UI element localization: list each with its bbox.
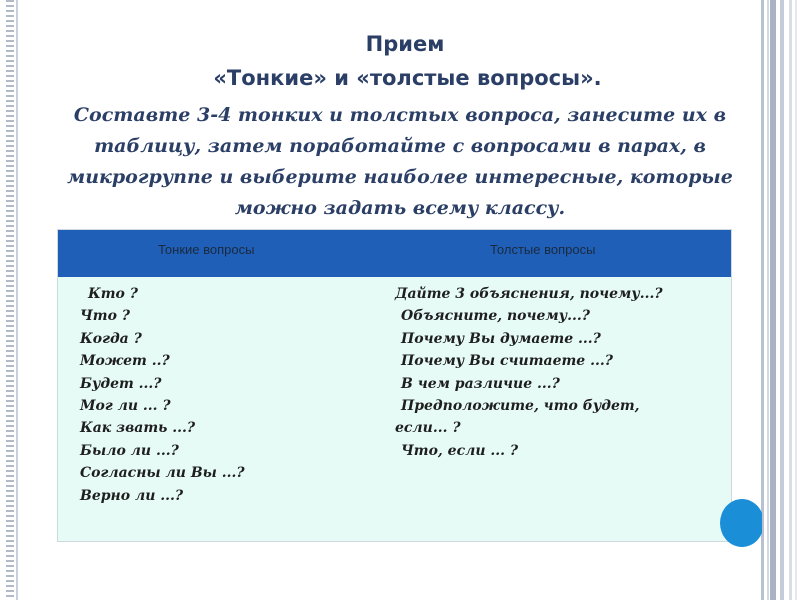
list-item: Как звать ...? bbox=[80, 420, 196, 437]
list-item: Что, если ... ? bbox=[401, 442, 519, 459]
list-item: Было ли ...? bbox=[80, 442, 179, 459]
slide-subtitle: «Тонкие» и «толстые вопросы». bbox=[213, 66, 602, 90]
list-item: Дайте 3 объяснения, почему...? bbox=[395, 286, 663, 302]
list-item: Будет ...? bbox=[80, 375, 162, 392]
thin-questions-list bbox=[80, 283, 245, 507]
list-item: если... ? bbox=[395, 420, 461, 437]
table-body bbox=[58, 277, 731, 541]
list-item: Верно ли ...? bbox=[80, 487, 184, 504]
questions-table bbox=[57, 229, 732, 542]
thin-questions-header: Тонкие вопросы bbox=[158, 242, 255, 257]
slide-title: Прием bbox=[365, 32, 445, 56]
thick-questions-header: Толстые вопросы bbox=[490, 242, 596, 257]
thick-questions-list bbox=[395, 283, 663, 462]
list-item: Предположите, что будет, bbox=[401, 397, 640, 414]
decorative-circle-icon bbox=[720, 499, 762, 547]
list-item: Кто ? bbox=[88, 286, 138, 302]
list-item: Может ..? bbox=[80, 353, 170, 370]
list-item: В чем различие ...? bbox=[401, 375, 560, 392]
list-item: Мог ли ... ? bbox=[80, 397, 171, 414]
list-item: Что ? bbox=[80, 308, 131, 325]
list-item: Почему Вы думаете ...? bbox=[401, 330, 601, 347]
table-header bbox=[58, 230, 731, 277]
list-item: Когда ? bbox=[80, 330, 142, 347]
list-item: Согласны ли Вы ...? bbox=[80, 465, 245, 482]
list-item: Объясните, почему...? bbox=[401, 308, 590, 325]
list-item: Почему Вы считаете ...? bbox=[401, 353, 613, 370]
instruction-text: Составте 3-4 тонких и толстых вопроса, занесите их в таблицу, затем поработайте с вопросами в парах, в микрогруппе и выберите наиболее интересные, которые можно задать всему классу. bbox=[67, 104, 733, 219]
